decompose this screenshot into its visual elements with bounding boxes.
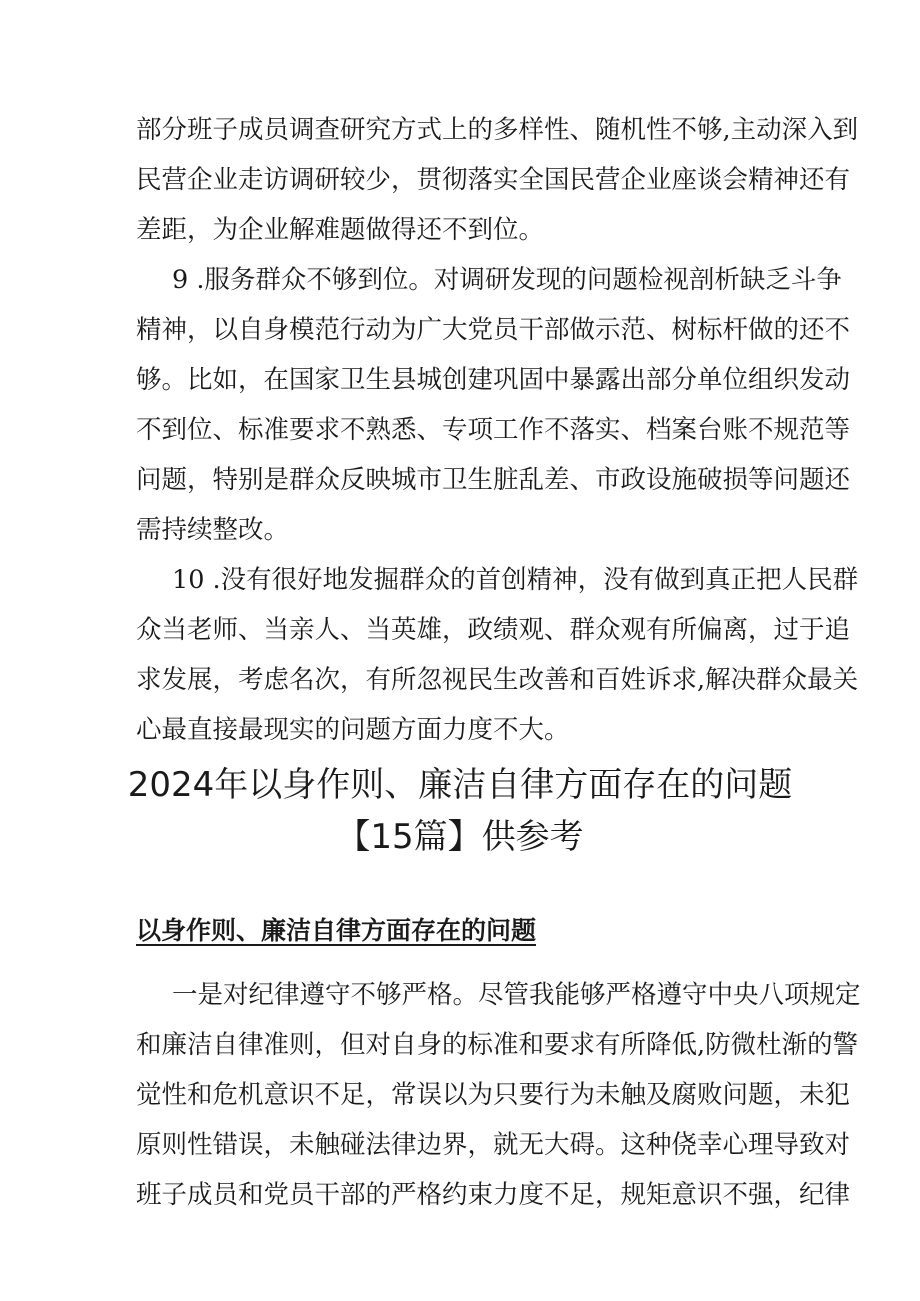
paragraph-line: 部分班子成员调查研究方式上的多样性、随机性不够,主动深入到 bbox=[136, 115, 859, 145]
paragraph-line: 够。比如，在国家卫生县城创建巩固中暴露出部分单位组织发动 bbox=[136, 365, 851, 395]
paragraph-line: 不到位、标准要求不熟悉、专项工作不落实、档案台账不规范等 bbox=[136, 415, 851, 445]
paragraph-line: 10 .没有很好地发掘群众的首创精神，没有做到真正把人民群 bbox=[172, 565, 859, 595]
document-title-continued: 【15篇】供参考 bbox=[336, 817, 584, 857]
paragraph-line: 班子成员和党员干部的严格约束力度不足，规矩意识不强，纪律 bbox=[136, 1180, 851, 1210]
paragraph-line: 需持续整改。 bbox=[136, 515, 290, 545]
paragraph-line: 心最直接最现实的问题方面力度不大。 bbox=[136, 715, 570, 745]
section-heading: 以身作则、廉洁自律方面存在的问题 bbox=[136, 916, 537, 945]
paragraph-line: 民营企业走访调研较少，贯彻落实全国民营企业座谈会精神还有 bbox=[136, 165, 851, 195]
paragraph-line: 差距，为企业解难题做得还不到位。 bbox=[136, 215, 545, 245]
paragraph-line: 一是对纪律遵守不够严格。尽管我能够严格遵守中央八项规定 bbox=[172, 980, 861, 1010]
paragraph-line: 觉性和危机意识不足，常误以为只要行为未触及腐败问题，未犯 bbox=[136, 1080, 851, 1110]
paragraph-line: 问题，特别是群众反映城市卫生脏乱差、市政设施破损等问题还 bbox=[136, 465, 851, 495]
document-title: 2024年以身作则、廉洁自律方面存在的问题 bbox=[127, 765, 793, 805]
paragraph-line: 和廉洁自律准则，但对自身的标准和要求有所降低,防微杜渐的警 bbox=[136, 1030, 859, 1060]
paragraph-line: 求发展，考虑名次，有所忽视民生改善和百姓诉求,解决群众最关 bbox=[136, 665, 859, 695]
paragraph-line: 精神，以自身模范行动为广大党员干部做示范、树标杆做的还不 bbox=[136, 315, 851, 345]
paragraph-line: 原则性错误，未触碰法律边界，就无大碍。这种侥幸心理导致对 bbox=[136, 1130, 851, 1160]
paragraph-line: 9 .服务群众不够到位。对调研发现的问题检视剖析缺乏斗争 bbox=[172, 265, 842, 295]
paragraph-line: 众当老师、当亲人、当英雄，政绩观、群众观有所偏离，过于追 bbox=[136, 615, 851, 645]
